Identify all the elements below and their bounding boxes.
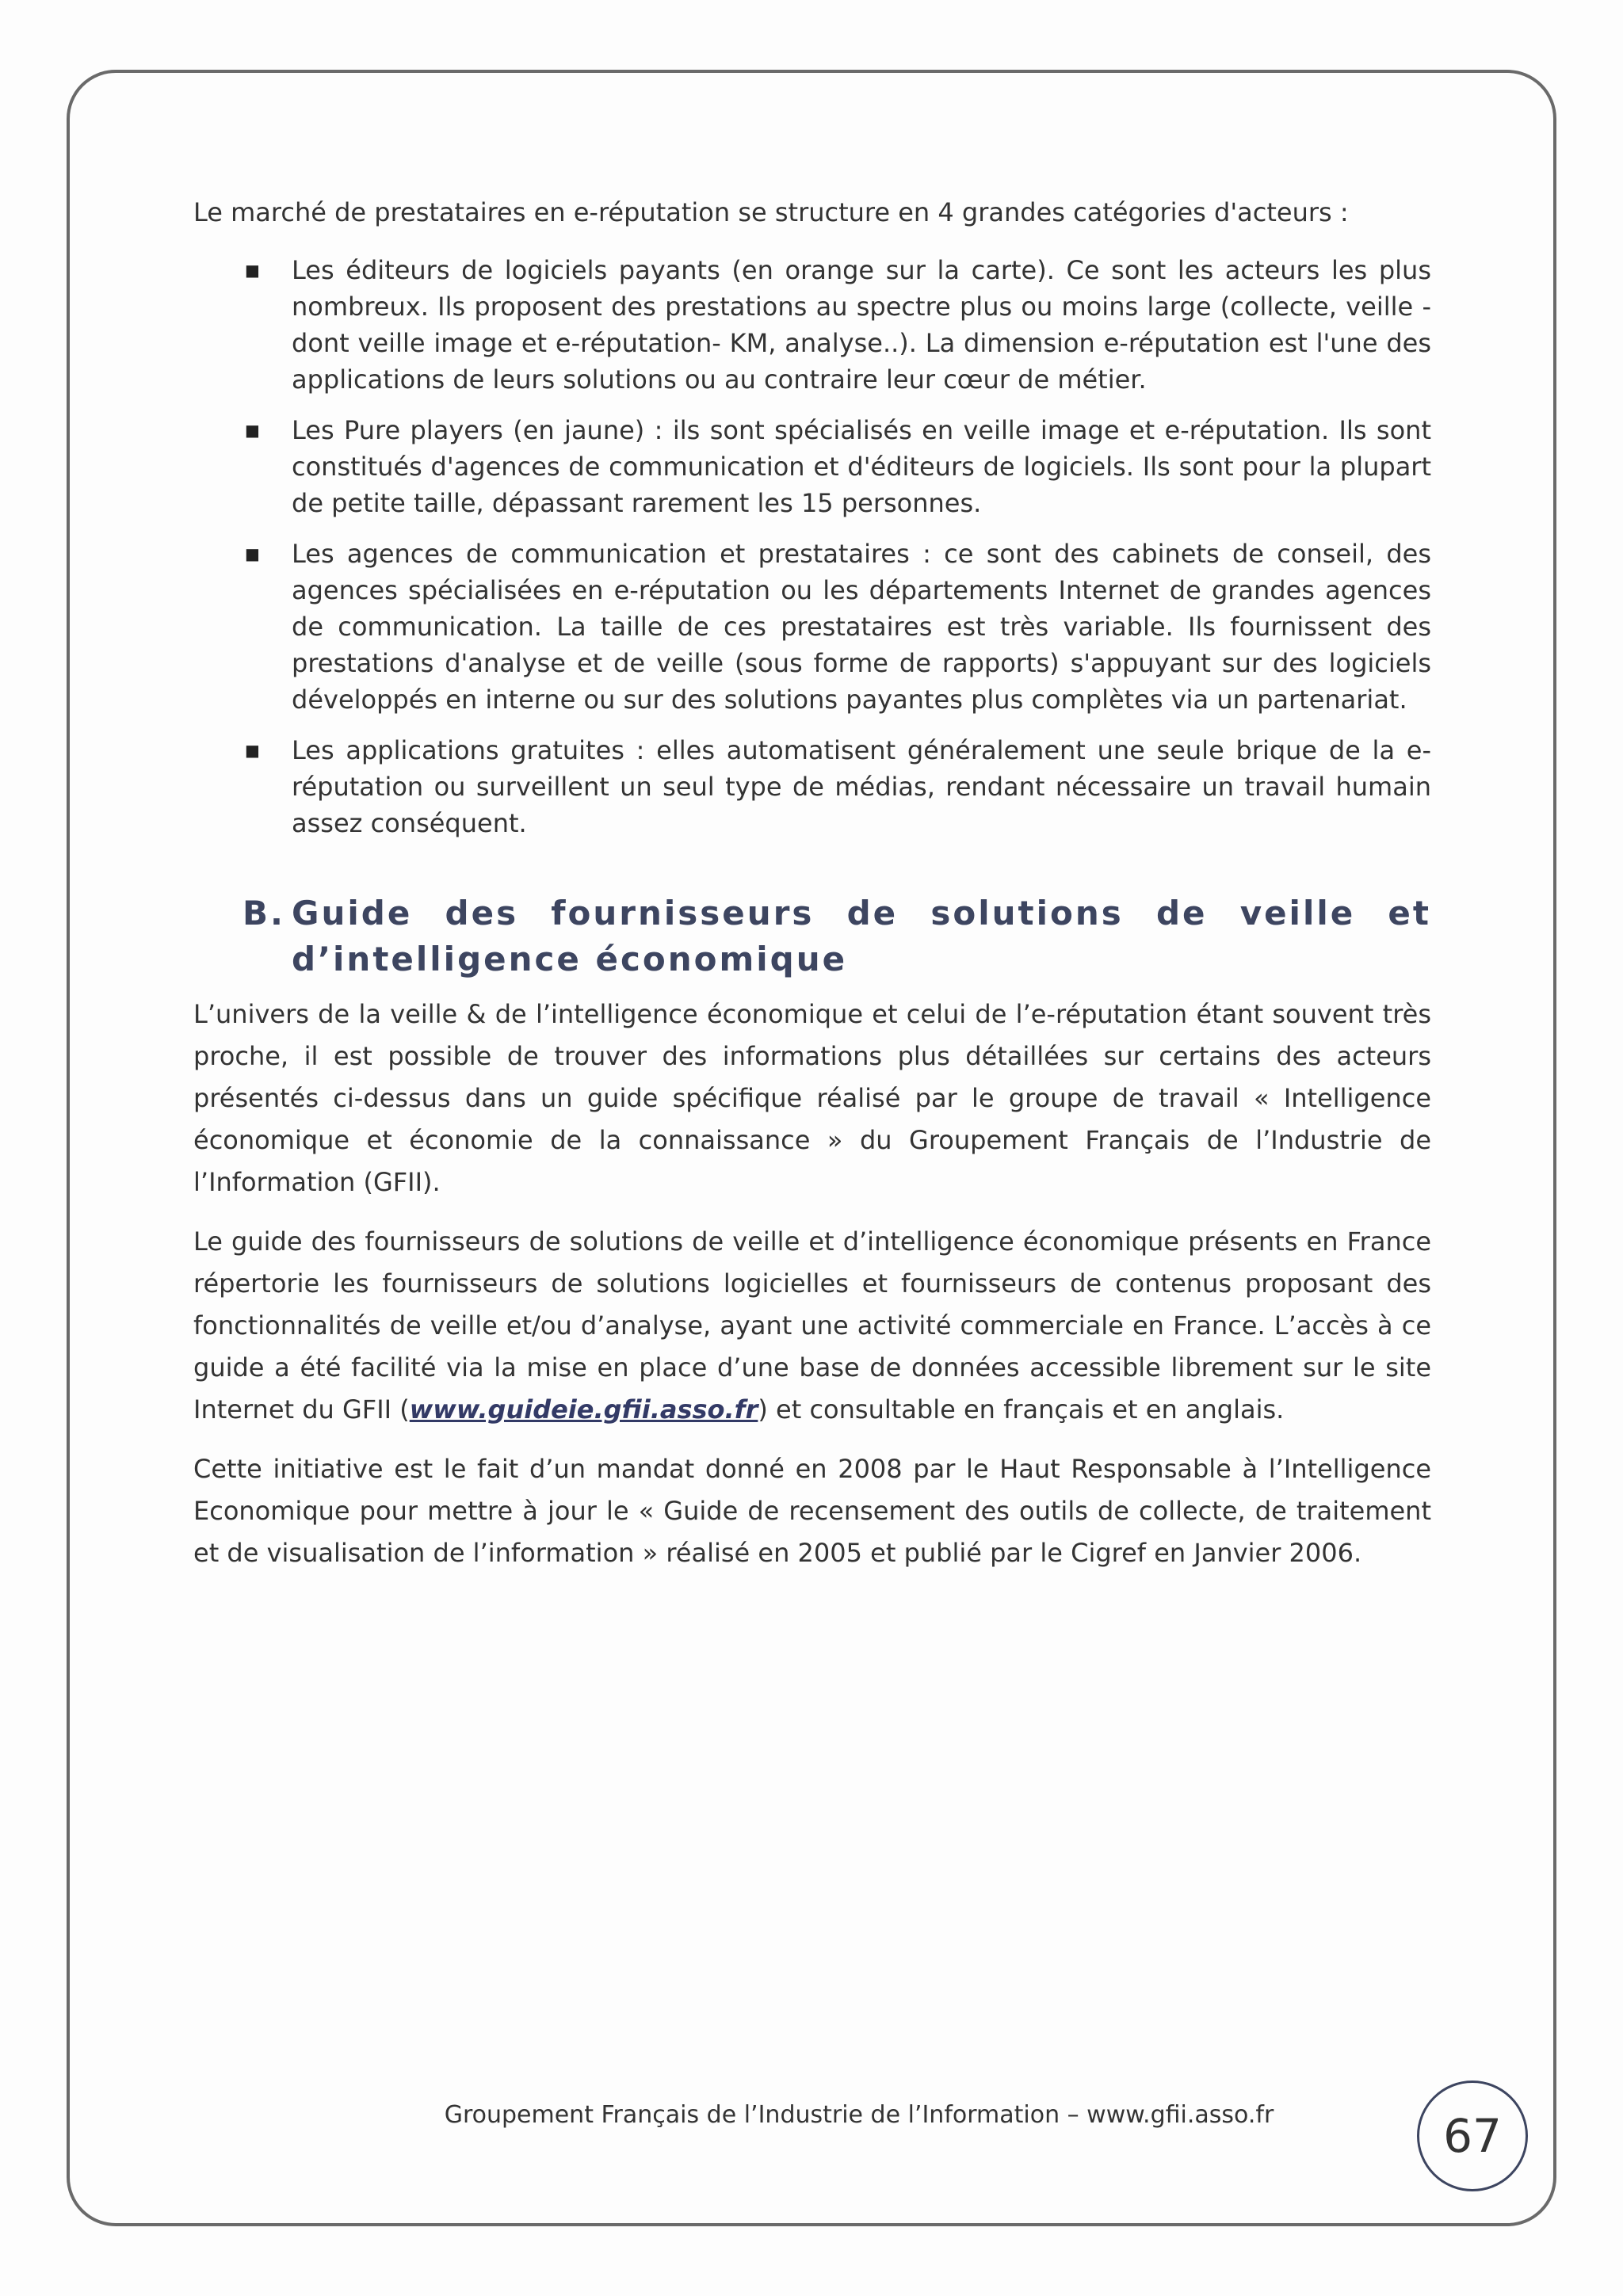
- list-item: [193, 412, 1431, 521]
- list-item: [193, 536, 1431, 718]
- list-item: [193, 732, 1431, 841]
- square-bullet-icon: ■: [245, 261, 260, 280]
- category-list: [193, 252, 1431, 841]
- list-item: [193, 252, 1431, 398]
- square-bullet-icon: ■: [245, 421, 260, 440]
- page-content: [193, 192, 1431, 1592]
- section-number: B.: [242, 894, 285, 933]
- intro-text: Le marché de prestataires en e-réputation se structure en 4 grandes catégories d'acteurs :: [193, 197, 1349, 227]
- paragraph-text: Le guide des fournisseurs de solutions de veille et d’intelligence économique présents en France répertorie les fournisseurs de solutions logicielles et fournisseurs de contenus proposant des fonctionnalités de veille et/ou d’analyse, ayant une activité commerciale en France. L’accès à ce guide a été facilité via la mise en place d’une base de données accessible librement sur le site Internet du GFII (: [193, 1226, 1431, 1425]
- list-item-text: Les agences de communication et prestataires : ce sont des cabinets de conseil, des agences spécialisées en e-réputation ou les départements Internet de grandes agences de communication. La taille de ces prestataires est très variable. Ils fournissent des prestations d'analyse et de veille (sous forme de rapports) s'appuyant sur des logiciels développés en interne ou sur des solutions payantes plus complètes via un partenariat.: [292, 539, 1431, 715]
- page-footer: Groupement Français de l’Industrie de l’Information – www.gfii.asso.fr: [444, 2101, 1274, 2129]
- list-item-text: Les applications gratuites : elles automatisent généralement une seule brique de la e-réputation ou surveillent un seul type de médias, rendant nécessaire un travail humain assez conséquent.: [292, 735, 1431, 838]
- guide-website-link[interactable]: www.guideie.gfii.asso.fr: [409, 1394, 758, 1425]
- square-bullet-icon: ■: [245, 544, 260, 563]
- list-item-text: Les éditeurs de logiciels payants (en orange sur la carte). Ce sont les acteurs les plus nombreux. Ils proposent des prestations au spectre plus ou moins large (collecte, veille - dont veille image et e-réputation- KM, analyse..). La dimension e-réputation est l'une des applications de leurs solutions ou au contraire leur cœur de métier.: [292, 255, 1431, 395]
- section-heading: [193, 891, 1431, 982]
- section-title: Guide des fournisseurs de solutions de veille et d’intelligence économique: [292, 894, 1431, 978]
- list-item-text: Les Pure players (en jaune) : ils sont spécialisés en veille image et e-réputation. Ils sont constitués d'agences de communication et d'éditeurs de logiciels. Ils sont pour la plupart de petite taille, dépassant rarement les 15 personnes.: [292, 415, 1431, 518]
- paragraph-initiative: Cette initiative est le fait d’un mandat donné en 2008 par le Haut Responsable à l’Intelligence Economique pour mettre à jour le « Guide de recensement des outils de collecte, de traitement et de visualisation de l’information » réalisé en 2005 et publié par le Cigref en Janvier 2006.: [193, 1454, 1431, 1568]
- square-bullet-icon: ■: [245, 741, 260, 760]
- paragraph-gfii-guide-intro: L’univers de la veille & de l’intelligence économique et celui de l’e-réputation étant souvent très proche, il est possible de trouver des informations plus détaillées sur certains des acteurs présentés ci-dessus dans un guide spécifique réalisé par le groupe de travail « Intelligence économique et économie de la connaissance » du Groupement Français de l’Industrie de l’Information (GFII).: [193, 999, 1431, 1197]
- page-number: 67: [1417, 2081, 1528, 2191]
- paragraph-guide-description: [193, 1221, 1431, 1431]
- paragraph-text: ) et consultable en français et en anglais.: [758, 1394, 1285, 1425]
